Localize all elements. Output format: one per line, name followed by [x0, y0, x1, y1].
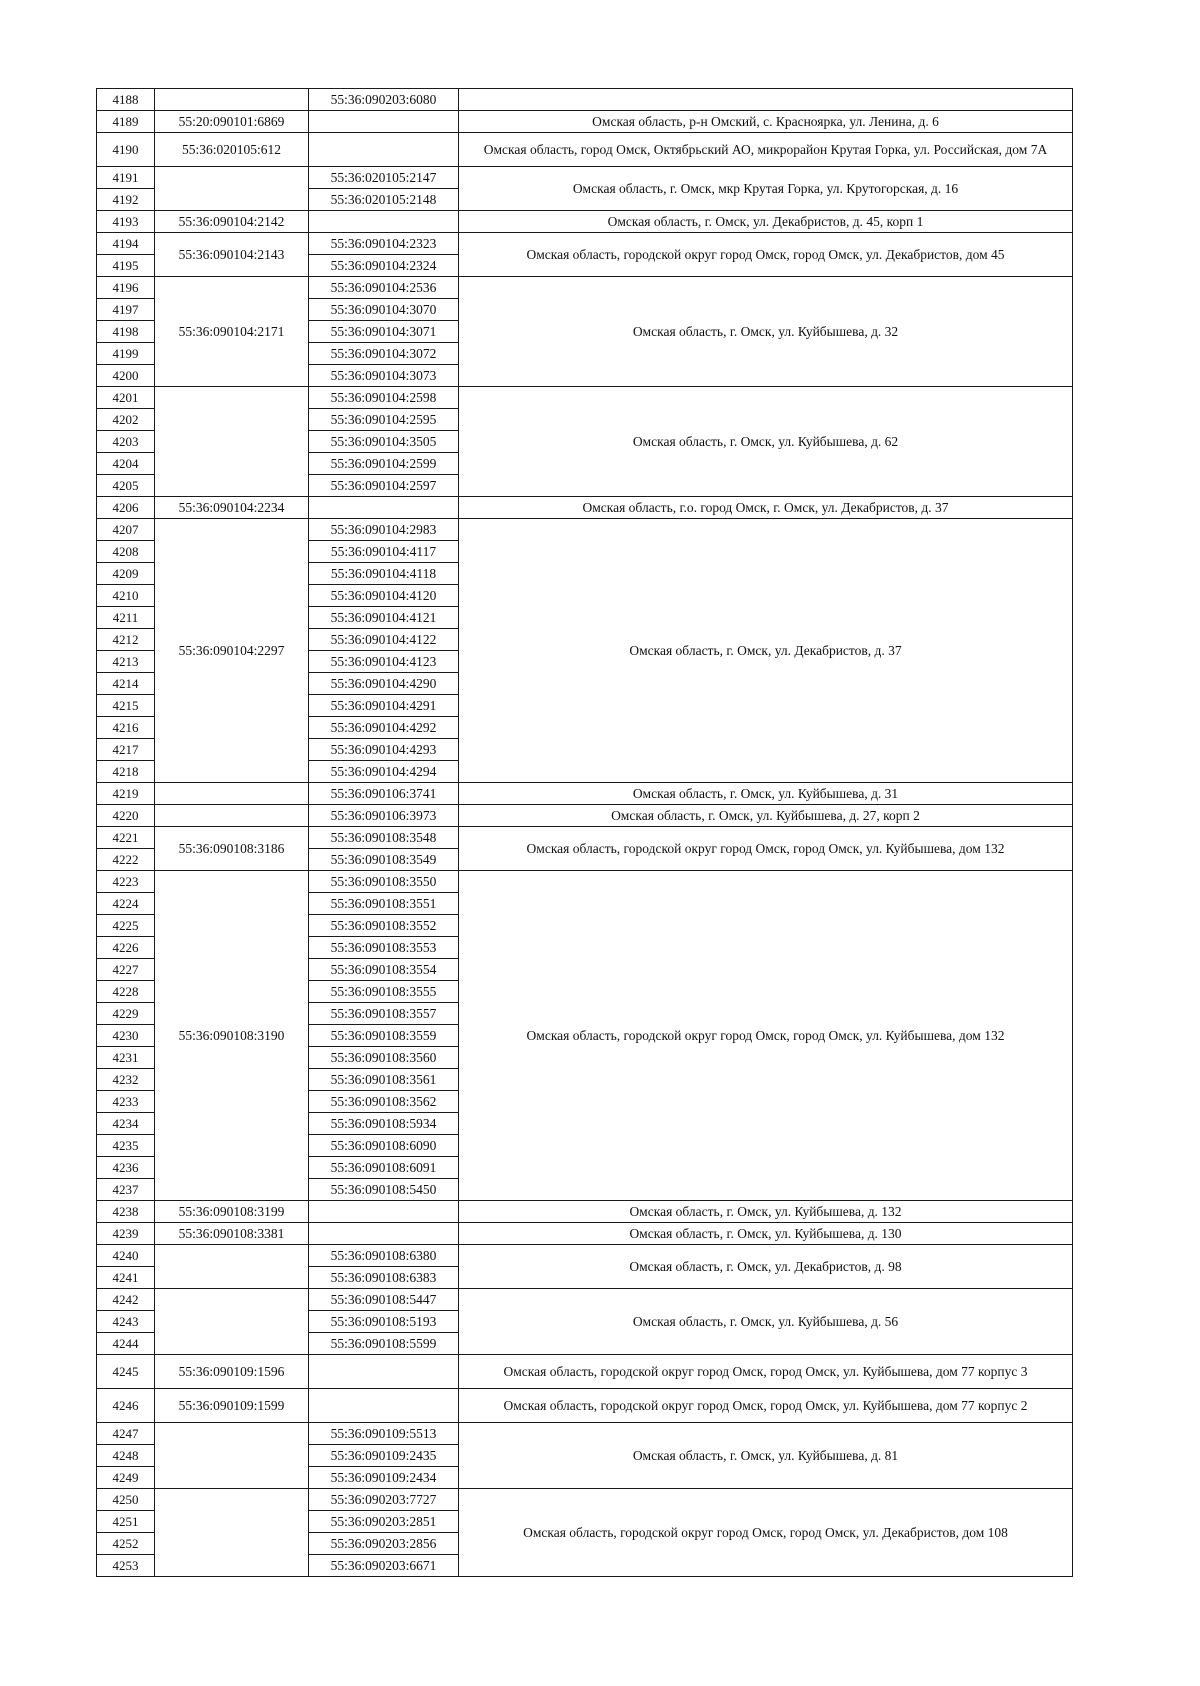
- row-number-cell: 4220: [97, 805, 155, 827]
- cadastral-number-cell: 55:36:090108:3190: [155, 871, 309, 1201]
- object-cadastral-number-cell: 55:36:090104:4121: [309, 607, 459, 629]
- cadastral-number-cell: 55:36:090104:2297: [155, 519, 309, 783]
- row-number-cell: 4237: [97, 1179, 155, 1201]
- object-cadastral-number-cell: 55:36:090104:2983: [309, 519, 459, 541]
- row-number-cell: 4250: [97, 1489, 155, 1511]
- address-cell: Омская область, городской округ город Омск, город Омск, ул. Куйбышева, дом 77 корпус 2: [459, 1389, 1073, 1423]
- object-cadastral-number-cell: 55:36:090104:4292: [309, 717, 459, 739]
- cadastral-number-cell: 55:36:090109:1596: [155, 1355, 309, 1389]
- row-number-cell: 4244: [97, 1333, 155, 1355]
- object-cadastral-number-cell: 55:36:090108:6091: [309, 1157, 459, 1179]
- row-number-cell: 4188: [97, 89, 155, 111]
- row-number-cell: 4207: [97, 519, 155, 541]
- address-cell: Омская область, г. Омск, ул. Куйбышева, д. 81: [459, 1423, 1073, 1489]
- object-cadastral-number-cell: 55:36:090104:3072: [309, 343, 459, 365]
- object-cadastral-number-cell: 55:36:090109:2435: [309, 1445, 459, 1467]
- table-row: [97, 805, 1073, 827]
- row-number-cell: 4191: [97, 167, 155, 189]
- row-number-cell: 4224: [97, 893, 155, 915]
- cadastral-number-cell: 55:36:090104:2143: [155, 233, 309, 277]
- cadastral-number-cell: [155, 783, 309, 805]
- address-cell: Омская область, г. Омск, мкр Крутая Горка, ул. Крутогорская, д. 16: [459, 167, 1073, 211]
- table-row: [97, 387, 1073, 409]
- cadastral-number-cell: 55:36:090104:2234: [155, 497, 309, 519]
- object-cadastral-number-cell: 55:36:090108:3559: [309, 1025, 459, 1047]
- cadastral-number-cell: 55:20:090101:6869: [155, 111, 309, 133]
- address-cell: Омская область, город Омск, Октябрьский АО, микрорайон Крутая Горка, ул. Российская, дом 7А: [459, 133, 1073, 167]
- row-number-cell: 4223: [97, 871, 155, 893]
- row-number-cell: 4203: [97, 431, 155, 453]
- address-cell: Омская область, р-н Омский, с. Красноярка, ул. Ленина, д. 6: [459, 111, 1073, 133]
- cadastral-number-cell: [155, 1423, 309, 1489]
- object-cadastral-number-cell: 55:36:090108:3549: [309, 849, 459, 871]
- table-row: [97, 1245, 1073, 1267]
- row-number-cell: 4194: [97, 233, 155, 255]
- cadastral-table: [96, 88, 1073, 1577]
- row-number-cell: 4235: [97, 1135, 155, 1157]
- object-cadastral-number-cell: 55:36:090104:4294: [309, 761, 459, 783]
- row-number-cell: 4213: [97, 651, 155, 673]
- object-cadastral-number-cell: 55:36:090203:6671: [309, 1555, 459, 1577]
- address-cell: Омская область, г. Омск, ул. Куйбышева, д. 56: [459, 1289, 1073, 1355]
- row-number-cell: 4197: [97, 299, 155, 321]
- address-cell: Омская область, городской округ город Омск, город Омск, ул. Куйбышева, дом 132: [459, 871, 1073, 1201]
- object-cadastral-number-cell: 55:36:090108:5447: [309, 1289, 459, 1311]
- table-row: [97, 783, 1073, 805]
- object-cadastral-number-cell: 55:36:090109:2434: [309, 1467, 459, 1489]
- row-number-cell: 4209: [97, 563, 155, 585]
- object-cadastral-number-cell: 55:36:090104:4122: [309, 629, 459, 651]
- object-cadastral-number-cell: 55:36:090108:3550: [309, 871, 459, 893]
- row-number-cell: 4221: [97, 827, 155, 849]
- object-cadastral-number-cell: 55:36:090104:3505: [309, 431, 459, 453]
- row-number-cell: 4218: [97, 761, 155, 783]
- table-row: [97, 167, 1073, 189]
- table-row: [97, 519, 1073, 541]
- row-number-cell: 4232: [97, 1069, 155, 1091]
- address-cell: Омская область, г. Омск, ул. Куйбышева, д. 132: [459, 1201, 1073, 1223]
- object-cadastral-number-cell: 55:36:090108:3548: [309, 827, 459, 849]
- table-row: [97, 497, 1073, 519]
- row-number-cell: 4206: [97, 497, 155, 519]
- object-cadastral-number-cell: 55:36:090108:6383: [309, 1267, 459, 1289]
- object-cadastral-number-cell: 55:36:090203:6080: [309, 89, 459, 111]
- address-cell: Омская область, городской округ город Омск, город Омск, ул. Декабристов, дом 45: [459, 233, 1073, 277]
- row-number-cell: 4225: [97, 915, 155, 937]
- cadastral-number-cell: [155, 387, 309, 497]
- object-cadastral-number-cell: 55:36:090108:3560: [309, 1047, 459, 1069]
- object-cadastral-number-cell: 55:36:090108:6380: [309, 1245, 459, 1267]
- object-cadastral-number-cell: 55:36:090104:4117: [309, 541, 459, 563]
- object-cadastral-number-cell: 55:36:090104:3071: [309, 321, 459, 343]
- object-cadastral-number-cell: [309, 111, 459, 133]
- row-number-cell: 4238: [97, 1201, 155, 1223]
- object-cadastral-number-cell: 55:36:090104:2536: [309, 277, 459, 299]
- table-body: [97, 89, 1073, 1577]
- object-cadastral-number-cell: 55:36:090108:5934: [309, 1113, 459, 1135]
- row-number-cell: 4201: [97, 387, 155, 409]
- table-row: [97, 233, 1073, 255]
- object-cadastral-number-cell: [309, 1201, 459, 1223]
- object-cadastral-number-cell: 55:36:090108:5193: [309, 1311, 459, 1333]
- row-number-cell: 4248: [97, 1445, 155, 1467]
- object-cadastral-number-cell: 55:36:090104:3073: [309, 365, 459, 387]
- object-cadastral-number-cell: 55:36:090108:3557: [309, 1003, 459, 1025]
- row-number-cell: 4246: [97, 1389, 155, 1423]
- address-cell: Омская область, городской округ город Омск, город Омск, ул. Куйбышева, дом 132: [459, 827, 1073, 871]
- row-number-cell: 4247: [97, 1423, 155, 1445]
- address-cell: Омская область, г. Омск, ул. Куйбышева, д. 32: [459, 277, 1073, 387]
- object-cadastral-number-cell: 55:36:090203:2851: [309, 1511, 459, 1533]
- object-cadastral-number-cell: 55:36:090108:5450: [309, 1179, 459, 1201]
- table-row: [97, 1355, 1073, 1389]
- object-cadastral-number-cell: [309, 1389, 459, 1423]
- row-number-cell: 4202: [97, 409, 155, 431]
- table-row: [97, 1201, 1073, 1223]
- row-number-cell: 4242: [97, 1289, 155, 1311]
- row-number-cell: 4234: [97, 1113, 155, 1135]
- object-cadastral-number-cell: 55:36:090108:3553: [309, 937, 459, 959]
- row-number-cell: 4241: [97, 1267, 155, 1289]
- object-cadastral-number-cell: 55:36:090108:5599: [309, 1333, 459, 1355]
- row-number-cell: 4192: [97, 189, 155, 211]
- cadastral-number-cell: 55:36:090109:1599: [155, 1389, 309, 1423]
- row-number-cell: 4198: [97, 321, 155, 343]
- row-number-cell: 4227: [97, 959, 155, 981]
- row-number-cell: 4189: [97, 111, 155, 133]
- table-row: [97, 871, 1073, 893]
- address-cell: Омская область, г. Омск, ул. Куйбышева, д. 62: [459, 387, 1073, 497]
- row-number-cell: 4210: [97, 585, 155, 607]
- object-cadastral-number-cell: 55:36:090104:4293: [309, 739, 459, 761]
- object-cadastral-number-cell: 55:36:090104:4291: [309, 695, 459, 717]
- object-cadastral-number-cell: 55:36:090104:2598: [309, 387, 459, 409]
- object-cadastral-number-cell: 55:36:090104:2599: [309, 453, 459, 475]
- object-cadastral-number-cell: 55:36:090106:3973: [309, 805, 459, 827]
- row-number-cell: 4239: [97, 1223, 155, 1245]
- object-cadastral-number-cell: [309, 1223, 459, 1245]
- object-cadastral-number-cell: 55:36:090104:2324: [309, 255, 459, 277]
- row-number-cell: 4208: [97, 541, 155, 563]
- object-cadastral-number-cell: 55:36:020105:2147: [309, 167, 459, 189]
- cadastral-number-cell: [155, 89, 309, 111]
- table-row: [97, 1223, 1073, 1245]
- table-row: [97, 1389, 1073, 1423]
- row-number-cell: 4240: [97, 1245, 155, 1267]
- table-row: [97, 211, 1073, 233]
- cadastral-number-cell: 55:36:090108:3381: [155, 1223, 309, 1245]
- address-cell: Омская область, г. Омск, ул. Куйбышева, д. 31: [459, 783, 1073, 805]
- address-cell: Омская область, городской округ город Омск, город Омск, ул. Куйбышева, дом 77 корпус 3: [459, 1355, 1073, 1389]
- row-number-cell: 4252: [97, 1533, 155, 1555]
- row-number-cell: 4212: [97, 629, 155, 651]
- row-number-cell: 4219: [97, 783, 155, 805]
- cadastral-number-cell: 55:36:090104:2171: [155, 277, 309, 387]
- row-number-cell: 4190: [97, 133, 155, 167]
- address-cell: Омская область, г. Омск, ул. Декабристов, д. 45, корп 1: [459, 211, 1073, 233]
- object-cadastral-number-cell: [309, 211, 459, 233]
- object-cadastral-number-cell: 55:36:020105:2148: [309, 189, 459, 211]
- cadastral-number-cell: [155, 805, 309, 827]
- row-number-cell: 4228: [97, 981, 155, 1003]
- object-cadastral-number-cell: 55:36:090104:4120: [309, 585, 459, 607]
- object-cadastral-number-cell: 55:36:090108:3551: [309, 893, 459, 915]
- cadastral-number-cell: 55:36:090108:3199: [155, 1201, 309, 1223]
- object-cadastral-number-cell: [309, 1355, 459, 1389]
- object-cadastral-number-cell: 55:36:090104:2595: [309, 409, 459, 431]
- table-row: [97, 1423, 1073, 1445]
- object-cadastral-number-cell: 55:36:090104:4123: [309, 651, 459, 673]
- row-number-cell: 4253: [97, 1555, 155, 1577]
- row-number-cell: 4251: [97, 1511, 155, 1533]
- object-cadastral-number-cell: 55:36:090106:3741: [309, 783, 459, 805]
- row-number-cell: 4233: [97, 1091, 155, 1113]
- object-cadastral-number-cell: 55:36:090108:3562: [309, 1091, 459, 1113]
- row-number-cell: 4245: [97, 1355, 155, 1389]
- cadastral-number-cell: [155, 1489, 309, 1577]
- row-number-cell: 4229: [97, 1003, 155, 1025]
- address-cell: Омская область, г. Омск, ул. Куйбышева, д. 27, корп 2: [459, 805, 1073, 827]
- object-cadastral-number-cell: [309, 497, 459, 519]
- object-cadastral-number-cell: 55:36:090104:2323: [309, 233, 459, 255]
- object-cadastral-number-cell: 55:36:090203:7727: [309, 1489, 459, 1511]
- cadastral-number-cell: [155, 167, 309, 211]
- cadastral-number-cell: 55:36:020105:612: [155, 133, 309, 167]
- object-cadastral-number-cell: 55:36:090108:3561: [309, 1069, 459, 1091]
- row-number-cell: 4196: [97, 277, 155, 299]
- object-cadastral-number-cell: 55:36:090108:3554: [309, 959, 459, 981]
- table-row: [97, 1289, 1073, 1311]
- table-row: [97, 1489, 1073, 1511]
- object-cadastral-number-cell: 55:36:090108:6090: [309, 1135, 459, 1157]
- document-page: [96, 88, 1072, 1577]
- row-number-cell: 4215: [97, 695, 155, 717]
- row-number-cell: 4231: [97, 1047, 155, 1069]
- row-number-cell: 4204: [97, 453, 155, 475]
- object-cadastral-number-cell: 55:36:090104:3070: [309, 299, 459, 321]
- row-number-cell: 4193: [97, 211, 155, 233]
- cadastral-number-cell: 55:36:090108:3186: [155, 827, 309, 871]
- table-row: [97, 111, 1073, 133]
- cadastral-number-cell: [155, 1245, 309, 1289]
- row-number-cell: 4230: [97, 1025, 155, 1047]
- row-number-cell: 4236: [97, 1157, 155, 1179]
- cadastral-number-cell: [155, 1289, 309, 1355]
- table-row: [97, 89, 1073, 111]
- address-cell: Омская область, г. Омск, ул. Декабристов, д. 37: [459, 519, 1073, 783]
- row-number-cell: 4222: [97, 849, 155, 871]
- address-cell: Омская область, городской округ город Омск, город Омск, ул. Декабристов, дом 108: [459, 1489, 1073, 1577]
- table-row: [97, 133, 1073, 167]
- row-number-cell: 4249: [97, 1467, 155, 1489]
- row-number-cell: 4211: [97, 607, 155, 629]
- row-number-cell: 4226: [97, 937, 155, 959]
- address-cell: [459, 89, 1073, 111]
- table-row: [97, 277, 1073, 299]
- object-cadastral-number-cell: 55:36:090109:5513: [309, 1423, 459, 1445]
- object-cadastral-number-cell: 55:36:090108:3555: [309, 981, 459, 1003]
- object-cadastral-number-cell: 55:36:090108:3552: [309, 915, 459, 937]
- cadastral-number-cell: 55:36:090104:2142: [155, 211, 309, 233]
- object-cadastral-number-cell: 55:36:090203:2856: [309, 1533, 459, 1555]
- object-cadastral-number-cell: 55:36:090104:2597: [309, 475, 459, 497]
- row-number-cell: 4217: [97, 739, 155, 761]
- object-cadastral-number-cell: 55:36:090104:4290: [309, 673, 459, 695]
- address-cell: Омская область, г. Омск, ул. Куйбышева, д. 130: [459, 1223, 1073, 1245]
- address-cell: Омская область, г.о. город Омск, г. Омск, ул. Декабристов, д. 37: [459, 497, 1073, 519]
- row-number-cell: 4205: [97, 475, 155, 497]
- row-number-cell: 4200: [97, 365, 155, 387]
- object-cadastral-number-cell: [309, 133, 459, 167]
- table-row: [97, 827, 1073, 849]
- row-number-cell: 4216: [97, 717, 155, 739]
- object-cadastral-number-cell: 55:36:090104:4118: [309, 563, 459, 585]
- row-number-cell: 4195: [97, 255, 155, 277]
- address-cell: Омская область, г. Омск, ул. Декабристов, д. 98: [459, 1245, 1073, 1289]
- row-number-cell: 4214: [97, 673, 155, 695]
- row-number-cell: 4243: [97, 1311, 155, 1333]
- row-number-cell: 4199: [97, 343, 155, 365]
